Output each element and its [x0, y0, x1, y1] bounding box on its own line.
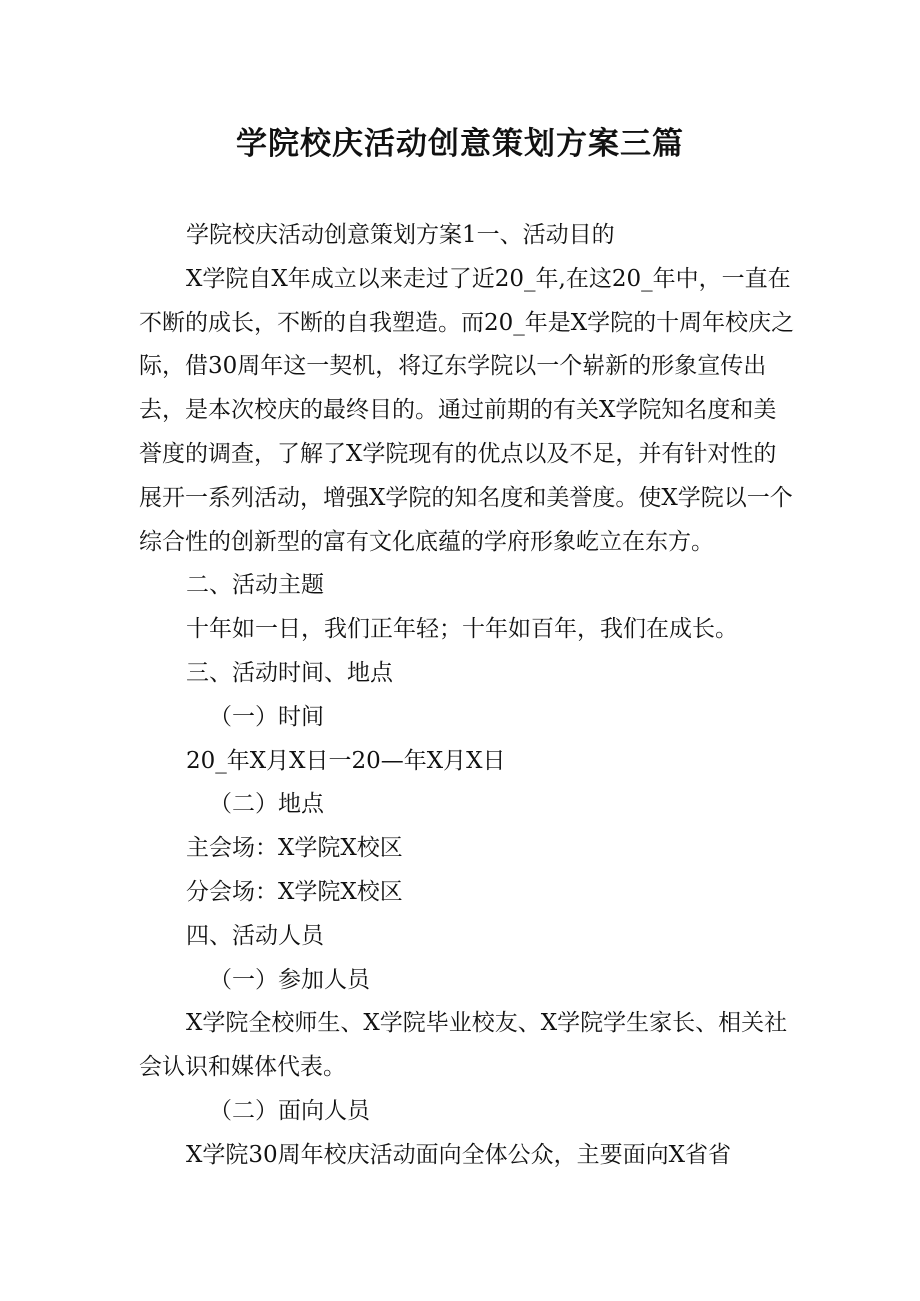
heading-time-place: 三、活动时间、地点	[186, 659, 393, 686]
heading-activity-theme: 二、活动主题	[186, 572, 324, 599]
subheading-place: （二）地点	[209, 791, 324, 818]
paragraph-time: 20_年X月X日一20—年X月X日	[186, 747, 506, 774]
heading-participants: 四、活动人员	[186, 922, 324, 949]
document-title: 学院校庆活动创意策划方案三篇	[236, 126, 684, 162]
subheading-attendees: （一）参加人员	[209, 966, 370, 993]
paragraph-branch-venue: 分会场：X学院X校区	[186, 878, 403, 905]
paragraph-intro-heading: 学院校庆活动创意策划方案1一、活动目的	[186, 222, 615, 248]
paragraph-audience: X学院30周年校庆活动面向全体公众，主要面向X省省	[186, 1141, 732, 1168]
document-body	[139, 214, 799, 1178]
subheading-audience: （二）面向人员	[209, 1097, 370, 1124]
paragraph-activity-purpose: X学院自X年成立以来走过了近20_年,在这20_年中，一直在不断的成长，不断的自我塑造。而20_年是X学院的十周年校庆之际，借30周年这一契机，将辽东学院以一个崭新的形象宣传出去，是本次校庆的最终目的。通过前期的有关X学院知名度和美誉度的调查，了解了X学院现有的优点以及不足，并有针对性的展开一系列活动，增强X学院的知名度和美誉度。使X学院以一个综合性的创新型的富有文化底蕴的学府形象屹立在东方。	[139, 265, 795, 555]
subheading-time: （一）时间	[209, 703, 324, 730]
paragraph-attendees: X学院全校师生、X学院毕业校友、X学院学生家长、相关社会认识和媒体代表。	[139, 1010, 788, 1081]
paragraph-main-venue: 主会场：X学院X校区	[186, 835, 403, 862]
paragraph-activity-theme: 十年如一日，我们正年轻；十年如百年，我们在成长。	[186, 616, 738, 643]
